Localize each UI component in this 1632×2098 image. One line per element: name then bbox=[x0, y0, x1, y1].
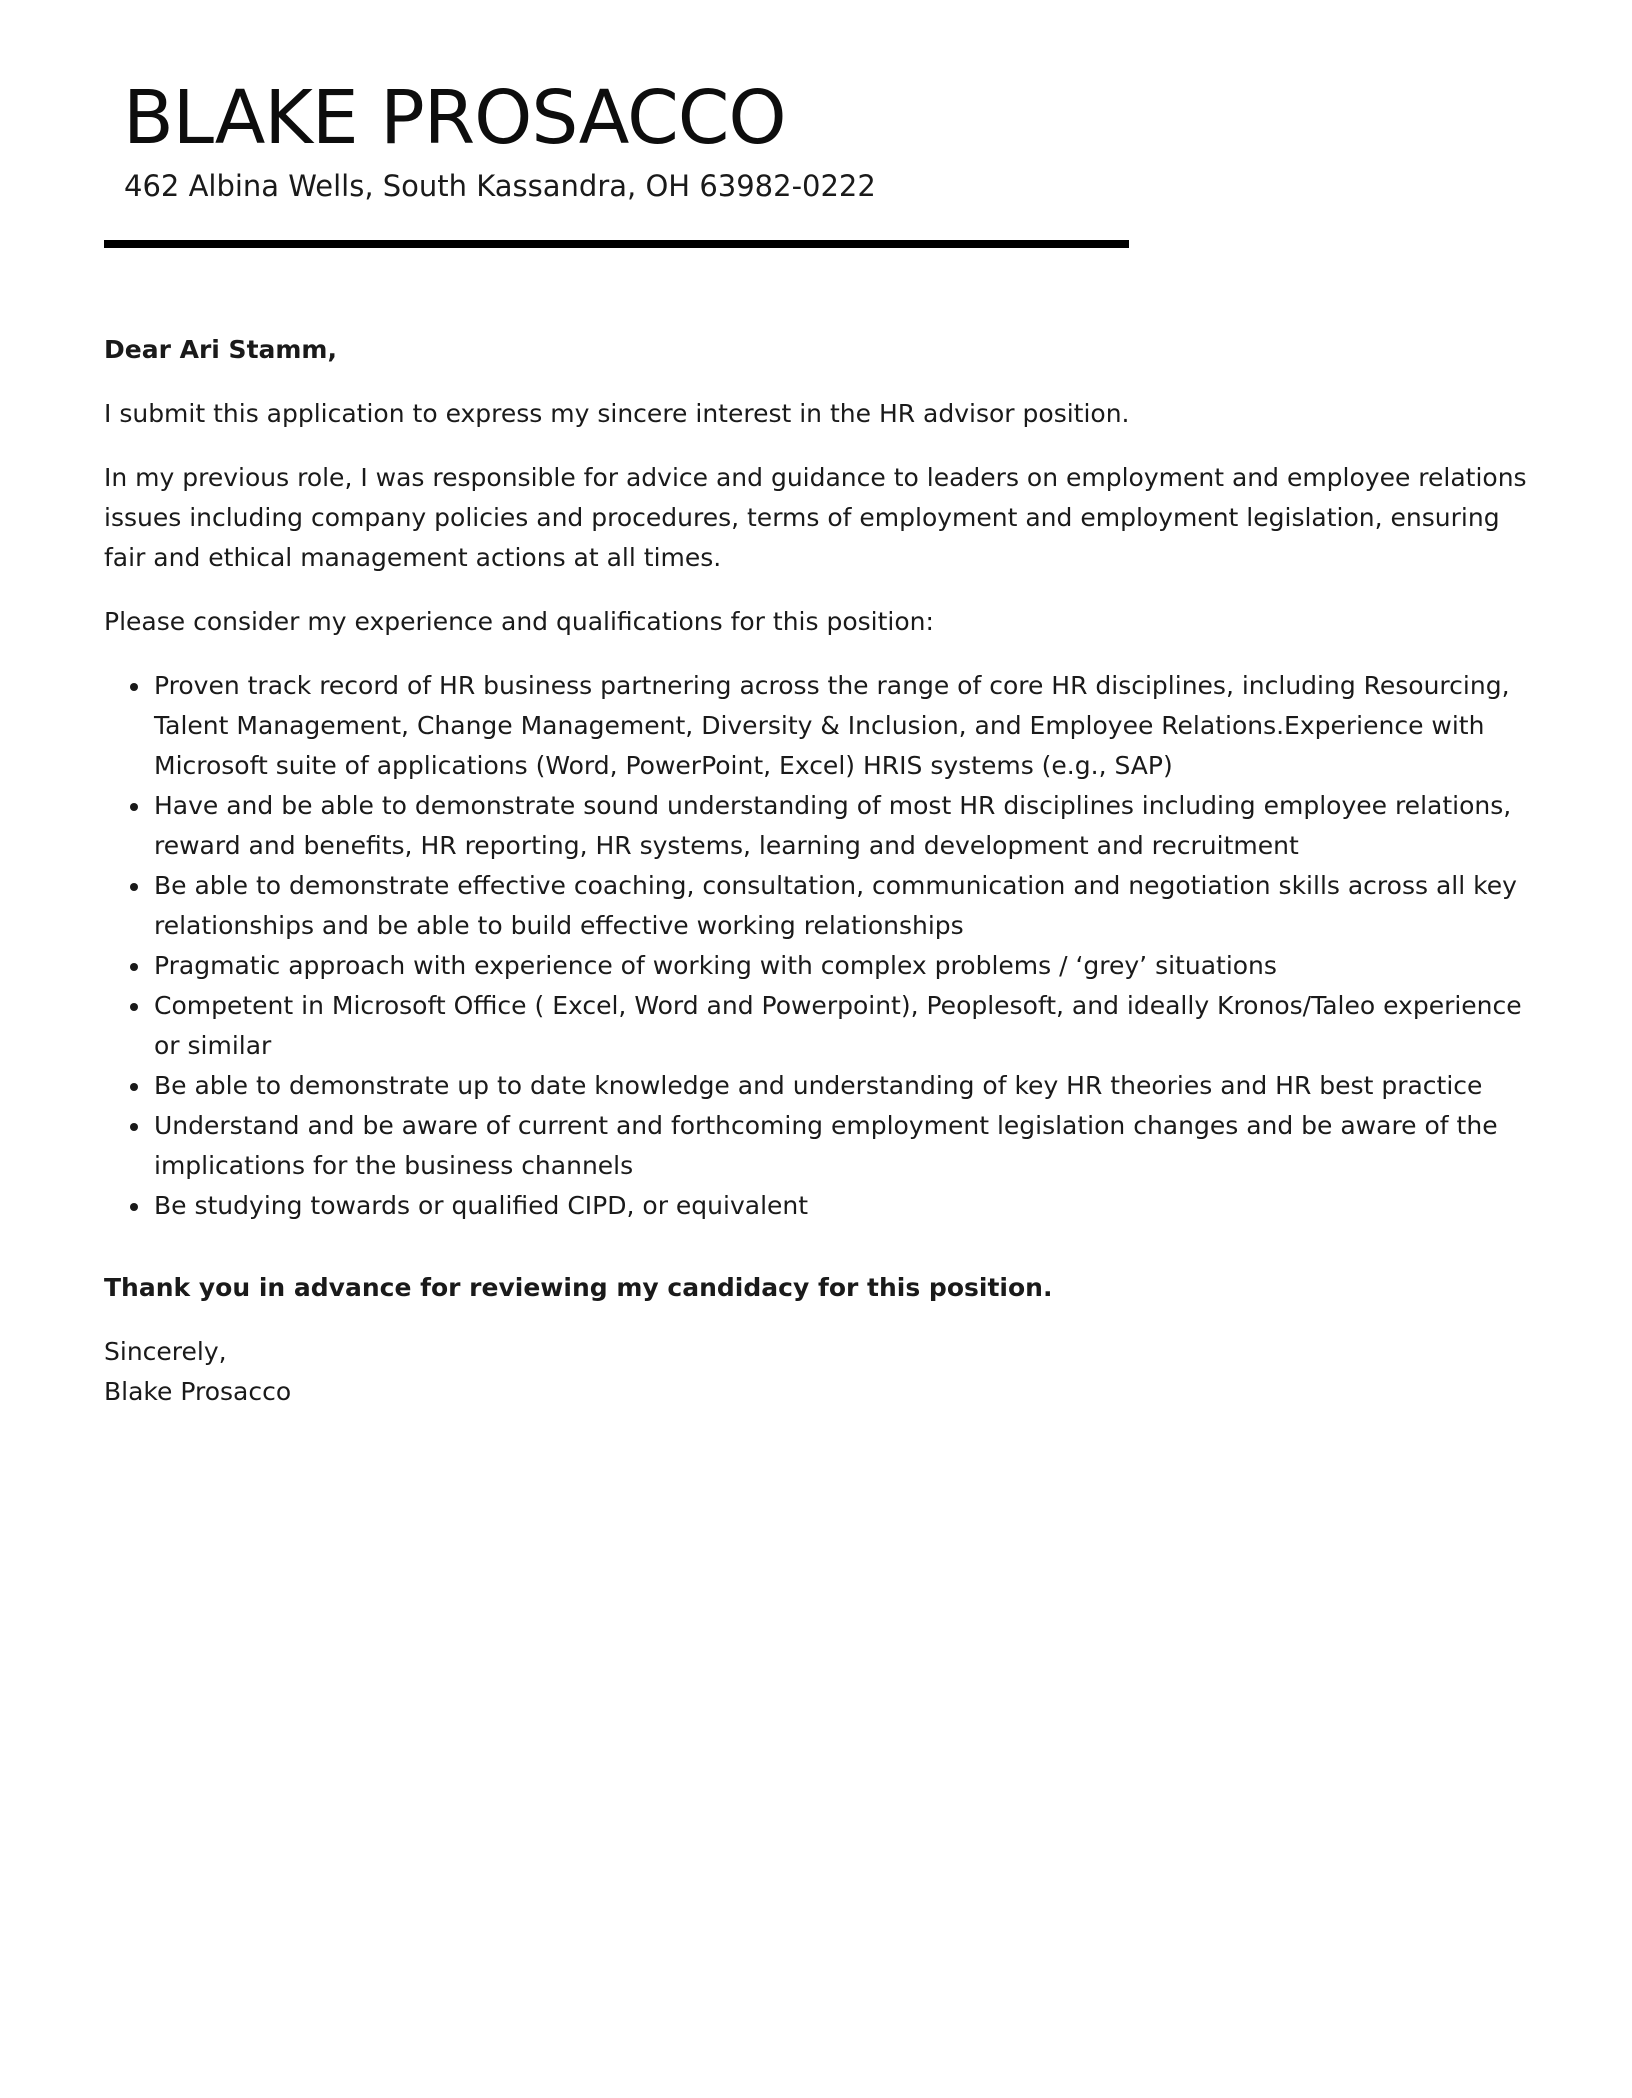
list-item: • Pragmatic approach with experience of working with complex problems / ‘grey’ situations bbox=[152, 946, 1534, 986]
header-divider bbox=[104, 240, 1129, 248]
list-item: • Be able to demonstrate effective coaching, consultation, communication and negotiation skills across all key relationships and be able to build effective working relationships bbox=[152, 866, 1534, 946]
signature-name: Blake Prosacco bbox=[104, 1377, 292, 1406]
list-item: • Understand and be aware of current and forthcoming employment legislation changes and be aware of the implications for the business channels bbox=[152, 1106, 1534, 1186]
intro-paragraph: I submit this application to express my sincere interest in the HR advisor position. bbox=[104, 399, 1130, 428]
qualifications-list bbox=[104, 666, 1534, 1226]
letter-header bbox=[123, 72, 876, 206]
previous-role-paragraph: In my previous role, I was responsible for advice and guidance to leaders on employment and employee relations issues including company policies and procedures, terms of employment and employment legislation, ensuring fair and ethical management actions at all times. bbox=[104, 463, 1527, 572]
thanks-paragraph: Thank you in advance for reviewing my candidacy for this position. bbox=[104, 1273, 1053, 1302]
applicant-address: 462 Albina Wells, South Kassandra, OH 63982-0222 bbox=[124, 169, 876, 203]
list-item: • Be able to demonstrate up to date knowledge and understanding of key HR theories and HR best practice bbox=[152, 1066, 1534, 1106]
list-item: • Be studying towards or qualified CIPD, or equivalent bbox=[152, 1186, 1534, 1226]
consider-paragraph: Please consider my experience and qualifications for this position: bbox=[104, 607, 934, 636]
letter-body bbox=[104, 330, 1534, 1412]
list-item: • Competent in Microsoft Office ( Excel, Word and Powerpoint), Peoplesoft, and ideally Kronos/Taleo experience or similar bbox=[152, 986, 1534, 1066]
applicant-name: BLAKE PROSACCO bbox=[123, 75, 786, 161]
signoff: Sincerely, bbox=[104, 1337, 227, 1366]
salutation: Dear Ari Stamm, bbox=[104, 335, 337, 364]
list-item: • Have and be able to demonstrate sound understanding of most HR disciplines including employee relations, reward and benefits, HR reporting, HR systems, learning and development and recruitment bbox=[152, 786, 1534, 866]
list-item: • Proven track record of HR business partnering across the range of core HR disciplines, including Resourcing, Talent Management, Change Management, Diversity & Inclusion, and Employee Relations.Experience with Microsoft suite of applications (Word, PowerPoint, Excel) HRIS systems (e.g., SAP) bbox=[152, 666, 1534, 786]
